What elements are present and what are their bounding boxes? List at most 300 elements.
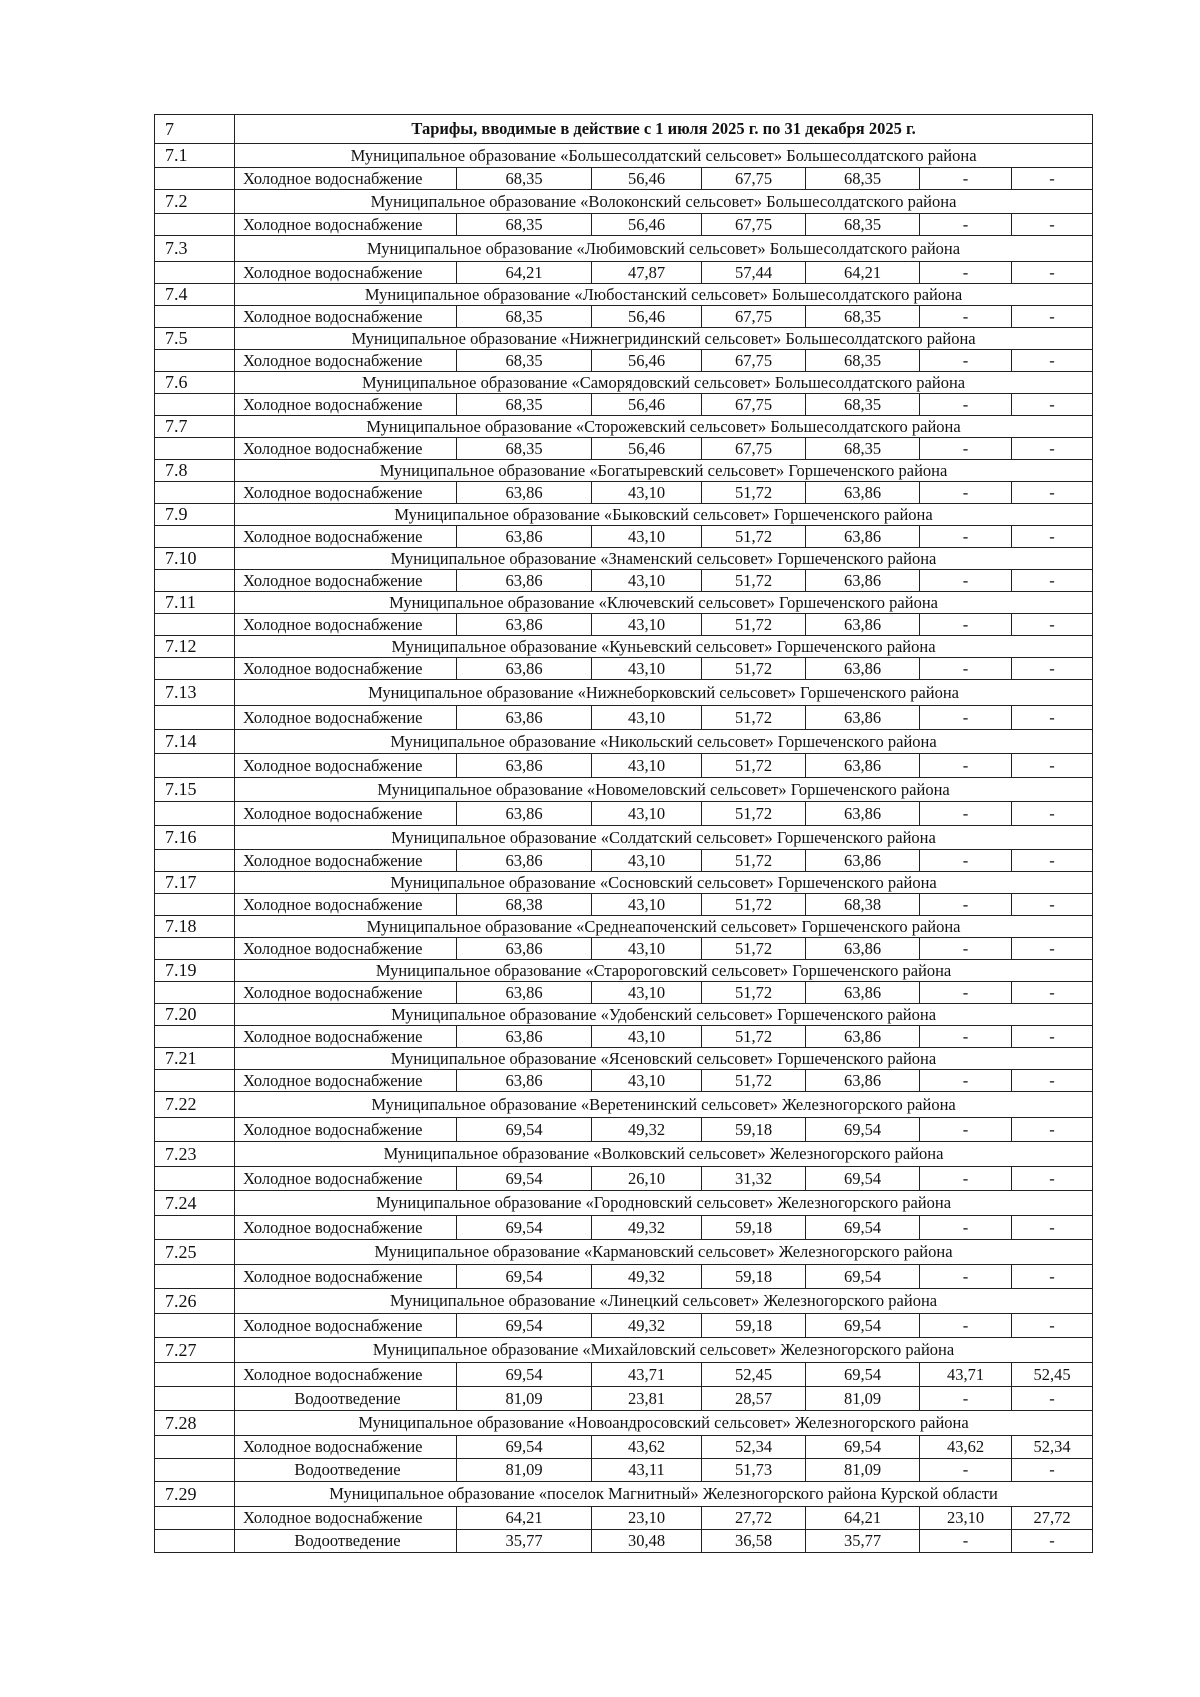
service-name: Холодное водоснабжение bbox=[235, 850, 457, 872]
section-org-row bbox=[155, 190, 1093, 214]
section-org-name: Муниципальное образование «Саморядовский сельсовет» Большесолдатского района bbox=[235, 372, 1093, 394]
service-row bbox=[155, 214, 1093, 236]
tariff-value-5: - bbox=[920, 350, 1012, 372]
section-org-name: Муниципальное образование «Солдатский сельсовет» Горшеченского района bbox=[235, 826, 1093, 850]
section-number: 7.10 bbox=[155, 548, 235, 570]
section-org-name: Муниципальное образование «Сторожевский сельсовет» Большесолдатского района bbox=[235, 416, 1093, 438]
empty-number-cell bbox=[155, 1070, 235, 1092]
tariff-value-1: 69,54 bbox=[457, 1167, 592, 1191]
empty-number-cell bbox=[155, 850, 235, 872]
section-org-row bbox=[155, 1191, 1093, 1216]
service-row bbox=[155, 850, 1093, 872]
section-org-name: Муниципальное образование «Никольский сельсовет» Горшеченского района bbox=[235, 730, 1093, 754]
empty-number-cell bbox=[155, 1118, 235, 1142]
tariff-value-3: 51,72 bbox=[702, 614, 806, 636]
tariff-value-2: 49,32 bbox=[592, 1118, 702, 1142]
service-row bbox=[155, 570, 1093, 592]
tariff-value-2: 43,10 bbox=[592, 850, 702, 872]
tariff-value-5: - bbox=[920, 850, 1012, 872]
service-name: Водоотведение bbox=[235, 1459, 457, 1482]
tariff-value-1: 68,38 bbox=[457, 894, 592, 916]
tariff-value-6: - bbox=[1012, 1459, 1093, 1482]
service-row bbox=[155, 614, 1093, 636]
section-org-name: Муниципальное образование «Веретенинский сельсовет» Железногорского района bbox=[235, 1092, 1093, 1118]
tariff-value-3: 51,72 bbox=[702, 754, 806, 778]
empty-number-cell bbox=[155, 938, 235, 960]
tariff-value-1: 68,35 bbox=[457, 306, 592, 328]
empty-number-cell bbox=[155, 214, 235, 236]
tariff-value-6: - bbox=[1012, 938, 1093, 960]
service-name: Холодное водоснабжение bbox=[235, 614, 457, 636]
tariff-value-4: 63,86 bbox=[806, 526, 920, 548]
section-org-name: Муниципальное образование «Сосновский сельсовет» Горшеченского района bbox=[235, 872, 1093, 894]
tariff-value-1: 68,35 bbox=[457, 214, 592, 236]
tariff-value-6: - bbox=[1012, 438, 1093, 460]
tariff-value-3: 51,72 bbox=[702, 802, 806, 826]
section-org-name: Муниципальное образование «Большесолдатский сельсовет» Большесолдатского района bbox=[235, 144, 1093, 168]
tariff-value-1: 69,54 bbox=[457, 1436, 592, 1459]
section-org-name: Муниципальное образование «Быковский сельсовет» Горшеченского района bbox=[235, 504, 1093, 526]
section-org-row bbox=[155, 680, 1093, 706]
section-org-row bbox=[155, 1004, 1093, 1026]
section-number: 7.9 bbox=[155, 504, 235, 526]
tariff-value-5: - bbox=[920, 526, 1012, 548]
service-name: Холодное водоснабжение bbox=[235, 1363, 457, 1387]
section-number: 7.6 bbox=[155, 372, 235, 394]
empty-number-cell bbox=[155, 1363, 235, 1387]
section-org-row bbox=[155, 416, 1093, 438]
section-org-name: Муниципальное образование «Среднеапоченский сельсовет» Горшеченского района bbox=[235, 916, 1093, 938]
header-number: 7 bbox=[155, 115, 235, 144]
tariff-value-2: 26,10 bbox=[592, 1167, 702, 1191]
service-row bbox=[155, 168, 1093, 190]
service-name: Холодное водоснабжение bbox=[235, 526, 457, 548]
tariff-value-3: 67,75 bbox=[702, 350, 806, 372]
tariff-value-4: 63,86 bbox=[806, 754, 920, 778]
tariff-value-3: 57,44 bbox=[702, 262, 806, 284]
tariff-table bbox=[154, 114, 1093, 1553]
tariff-value-6: - bbox=[1012, 850, 1093, 872]
tariff-value-1: 69,54 bbox=[457, 1265, 592, 1289]
tariff-value-4: 68,35 bbox=[806, 168, 920, 190]
tariff-value-3: 31,32 bbox=[702, 1167, 806, 1191]
tariff-value-5: 43,71 bbox=[920, 1363, 1012, 1387]
tariff-value-2: 43,10 bbox=[592, 982, 702, 1004]
service-row bbox=[155, 1436, 1093, 1459]
tariff-value-6: - bbox=[1012, 1216, 1093, 1240]
section-org-row bbox=[155, 826, 1093, 850]
tariff-value-5: - bbox=[920, 482, 1012, 504]
service-name: Холодное водоснабжение bbox=[235, 1265, 457, 1289]
section-number: 7.24 bbox=[155, 1191, 235, 1216]
tariff-value-1: 63,86 bbox=[457, 1070, 592, 1092]
section-org-row bbox=[155, 144, 1093, 168]
tariff-value-1: 68,35 bbox=[457, 350, 592, 372]
tariff-value-3: 51,72 bbox=[702, 850, 806, 872]
section-org-name: Муниципальное образование «Нижнегридинский сельсовет» Большесолдатского района bbox=[235, 328, 1093, 350]
tariff-table-body bbox=[155, 115, 1093, 1553]
tariff-value-4: 68,35 bbox=[806, 394, 920, 416]
tariff-value-6: - bbox=[1012, 706, 1093, 730]
section-number: 7.8 bbox=[155, 460, 235, 482]
section-org-row bbox=[155, 504, 1093, 526]
tariff-value-2: 23,10 bbox=[592, 1507, 702, 1530]
tariff-value-3: 51,72 bbox=[702, 526, 806, 548]
tariff-value-3: 52,34 bbox=[702, 1436, 806, 1459]
tariff-value-2: 43,10 bbox=[592, 1070, 702, 1092]
tariff-value-6: - bbox=[1012, 1118, 1093, 1142]
service-row bbox=[155, 482, 1093, 504]
tariff-value-6: - bbox=[1012, 1167, 1093, 1191]
section-org-row bbox=[155, 372, 1093, 394]
empty-number-cell bbox=[155, 350, 235, 372]
tariff-value-4: 63,86 bbox=[806, 614, 920, 636]
empty-number-cell bbox=[155, 1387, 235, 1411]
empty-number-cell bbox=[155, 1507, 235, 1530]
tariff-value-3: 51,72 bbox=[702, 1070, 806, 1092]
tariff-value-3: 51,72 bbox=[702, 1026, 806, 1048]
tariff-value-4: 64,21 bbox=[806, 262, 920, 284]
empty-number-cell bbox=[155, 614, 235, 636]
tariff-value-5: - bbox=[920, 1167, 1012, 1191]
tariff-value-6: - bbox=[1012, 306, 1093, 328]
service-row bbox=[155, 706, 1093, 730]
service-row bbox=[155, 1118, 1093, 1142]
section-org-row bbox=[155, 284, 1093, 306]
tariff-value-5: - bbox=[920, 1459, 1012, 1482]
tariff-value-6: - bbox=[1012, 754, 1093, 778]
section-org-row bbox=[155, 1240, 1093, 1265]
tariff-value-5: - bbox=[920, 570, 1012, 592]
tariff-value-2: 43,10 bbox=[592, 706, 702, 730]
tariff-value-6: - bbox=[1012, 1070, 1093, 1092]
section-number: 7.13 bbox=[155, 680, 235, 706]
tariff-value-1: 63,86 bbox=[457, 526, 592, 548]
service-row bbox=[155, 306, 1093, 328]
tariff-value-1: 63,86 bbox=[457, 658, 592, 680]
service-row bbox=[155, 1167, 1093, 1191]
tariff-value-4: 63,86 bbox=[806, 982, 920, 1004]
tariff-value-4: 63,86 bbox=[806, 1026, 920, 1048]
tariff-value-1: 63,86 bbox=[457, 938, 592, 960]
tariff-value-5: - bbox=[920, 1387, 1012, 1411]
tariff-value-4: 69,54 bbox=[806, 1436, 920, 1459]
section-org-row bbox=[155, 636, 1093, 658]
tariff-value-1: 63,86 bbox=[457, 850, 592, 872]
tariff-value-5: - bbox=[920, 754, 1012, 778]
service-row bbox=[155, 658, 1093, 680]
tariff-value-4: 69,54 bbox=[806, 1314, 920, 1338]
empty-number-cell bbox=[155, 658, 235, 680]
tariff-value-2: 43,10 bbox=[592, 658, 702, 680]
empty-number-cell bbox=[155, 982, 235, 1004]
service-name: Холодное водоснабжение bbox=[235, 214, 457, 236]
tariff-value-4: 81,09 bbox=[806, 1387, 920, 1411]
tariff-value-5: - bbox=[920, 1118, 1012, 1142]
tariff-value-6: - bbox=[1012, 168, 1093, 190]
tariff-value-2: 43,10 bbox=[592, 614, 702, 636]
tariff-value-3: 59,18 bbox=[702, 1265, 806, 1289]
section-org-row bbox=[155, 1411, 1093, 1436]
tariff-value-1: 69,54 bbox=[457, 1314, 592, 1338]
tariff-value-4: 63,86 bbox=[806, 706, 920, 730]
tariff-value-2: 23,81 bbox=[592, 1387, 702, 1411]
tariff-value-4: 69,54 bbox=[806, 1216, 920, 1240]
tariff-value-1: 63,86 bbox=[457, 982, 592, 1004]
service-name: Холодное водоснабжение bbox=[235, 438, 457, 460]
empty-number-cell bbox=[155, 894, 235, 916]
section-org-row bbox=[155, 778, 1093, 802]
tariff-value-2: 49,32 bbox=[592, 1314, 702, 1338]
tariff-value-3: 28,57 bbox=[702, 1387, 806, 1411]
section-number: 7.20 bbox=[155, 1004, 235, 1026]
header-row bbox=[155, 115, 1093, 144]
tariff-value-2: 49,32 bbox=[592, 1265, 702, 1289]
section-org-name: Муниципальное образование «Удобенский сельсовет» Горшеченского района bbox=[235, 1004, 1093, 1026]
tariff-value-1: 68,35 bbox=[457, 438, 592, 460]
tariff-value-6: - bbox=[1012, 802, 1093, 826]
service-name: Холодное водоснабжение bbox=[235, 706, 457, 730]
service-name: Холодное водоснабжение bbox=[235, 658, 457, 680]
section-number: 7.18 bbox=[155, 916, 235, 938]
tariff-value-4: 69,54 bbox=[806, 1265, 920, 1289]
section-org-row bbox=[155, 1048, 1093, 1070]
section-org-name: Муниципальное образование «Богатыревский сельсовет» Горшеченского района bbox=[235, 460, 1093, 482]
tariff-value-4: 35,77 bbox=[806, 1530, 920, 1553]
tariff-value-1: 64,21 bbox=[457, 1507, 592, 1530]
tariff-value-3: 52,45 bbox=[702, 1363, 806, 1387]
tariff-value-2: 30,48 bbox=[592, 1530, 702, 1553]
tariff-value-6: - bbox=[1012, 982, 1093, 1004]
tariff-value-5: - bbox=[920, 894, 1012, 916]
section-org-row bbox=[155, 916, 1093, 938]
tariff-value-6: 27,72 bbox=[1012, 1507, 1093, 1530]
section-org-row bbox=[155, 1289, 1093, 1314]
section-org-name: Муниципальное образование «Михайловский сельсовет» Железногорского района bbox=[235, 1338, 1093, 1363]
tariff-value-2: 43,10 bbox=[592, 754, 702, 778]
section-org-row bbox=[155, 328, 1093, 350]
tariff-value-5: 43,62 bbox=[920, 1436, 1012, 1459]
empty-number-cell bbox=[155, 394, 235, 416]
service-row bbox=[155, 262, 1093, 284]
service-name: Холодное водоснабжение bbox=[235, 350, 457, 372]
service-name: Холодное водоснабжение bbox=[235, 982, 457, 1004]
tariff-value-6: - bbox=[1012, 262, 1093, 284]
tariff-value-6: - bbox=[1012, 894, 1093, 916]
section-org-name: Муниципальное образование «Старороговский сельсовет» Горшеченского района bbox=[235, 960, 1093, 982]
tariff-value-3: 51,72 bbox=[702, 570, 806, 592]
tariff-value-6: - bbox=[1012, 1026, 1093, 1048]
service-name: Холодное водоснабжение bbox=[235, 262, 457, 284]
tariff-value-3: 67,75 bbox=[702, 438, 806, 460]
tariff-value-4: 63,86 bbox=[806, 850, 920, 872]
service-name: Холодное водоснабжение bbox=[235, 1507, 457, 1530]
service-name: Холодное водоснабжение bbox=[235, 938, 457, 960]
section-number: 7.12 bbox=[155, 636, 235, 658]
section-number: 7.22 bbox=[155, 1092, 235, 1118]
tariff-value-4: 63,86 bbox=[806, 1070, 920, 1092]
empty-number-cell bbox=[155, 1459, 235, 1482]
tariff-value-6: - bbox=[1012, 1314, 1093, 1338]
tariff-value-4: 69,54 bbox=[806, 1118, 920, 1142]
section-number: 7.14 bbox=[155, 730, 235, 754]
service-name: Холодное водоснабжение bbox=[235, 754, 457, 778]
tariff-value-4: 63,86 bbox=[806, 802, 920, 826]
tariff-value-2: 43,10 bbox=[592, 938, 702, 960]
tariff-value-3: 67,75 bbox=[702, 306, 806, 328]
section-number: 7.7 bbox=[155, 416, 235, 438]
tariff-value-3: 51,72 bbox=[702, 982, 806, 1004]
service-row bbox=[155, 438, 1093, 460]
empty-number-cell bbox=[155, 1167, 235, 1191]
tariff-value-4: 68,35 bbox=[806, 350, 920, 372]
section-org-name: Муниципальное образование «Нижнеборковский сельсовет» Горшеченского района bbox=[235, 680, 1093, 706]
tariff-value-2: 43,11 bbox=[592, 1459, 702, 1482]
tariff-value-4: 69,54 bbox=[806, 1167, 920, 1191]
service-row bbox=[155, 1363, 1093, 1387]
section-number: 7.25 bbox=[155, 1240, 235, 1265]
section-org-row bbox=[155, 1338, 1093, 1363]
service-row bbox=[155, 394, 1093, 416]
tariff-value-2: 43,10 bbox=[592, 570, 702, 592]
section-number: 7.26 bbox=[155, 1289, 235, 1314]
section-number: 7.21 bbox=[155, 1048, 235, 1070]
empty-number-cell bbox=[155, 482, 235, 504]
section-number: 7.17 bbox=[155, 872, 235, 894]
service-name: Холодное водоснабжение bbox=[235, 1314, 457, 1338]
tariff-value-3: 59,18 bbox=[702, 1118, 806, 1142]
tariff-value-5: - bbox=[920, 982, 1012, 1004]
section-org-name: Муниципальное образование «Новоандросовский сельсовет» Железногорского района bbox=[235, 1411, 1093, 1436]
section-org-row bbox=[155, 960, 1093, 982]
service-row bbox=[155, 526, 1093, 548]
section-org-name: Муниципальное образование «Городновский сельсовет» Железногорского района bbox=[235, 1191, 1093, 1216]
section-org-name: Муниципальное образование «Знаменский сельсовет» Горшеченского района bbox=[235, 548, 1093, 570]
tariff-value-2: 43,10 bbox=[592, 1026, 702, 1048]
empty-number-cell bbox=[155, 1026, 235, 1048]
service-row bbox=[155, 1530, 1093, 1553]
service-name: Водоотведение bbox=[235, 1387, 457, 1411]
service-name: Холодное водоснабжение bbox=[235, 394, 457, 416]
section-org-name: Муниципальное образование «Линецкий сельсовет» Железногорского района bbox=[235, 1289, 1093, 1314]
section-org-row bbox=[155, 592, 1093, 614]
tariff-value-1: 63,86 bbox=[457, 1026, 592, 1048]
tariff-value-3: 51,72 bbox=[702, 658, 806, 680]
tariff-value-3: 27,72 bbox=[702, 1507, 806, 1530]
tariff-value-4: 68,35 bbox=[806, 438, 920, 460]
service-row bbox=[155, 1507, 1093, 1530]
section-org-name: Муниципальное образование «Волковский сельсовет» Железногорского района bbox=[235, 1142, 1093, 1167]
service-row bbox=[155, 1459, 1093, 1482]
tariff-value-4: 64,21 bbox=[806, 1507, 920, 1530]
empty-number-cell bbox=[155, 754, 235, 778]
service-name: Холодное водоснабжение bbox=[235, 1070, 457, 1092]
tariff-value-3: 51,73 bbox=[702, 1459, 806, 1482]
empty-number-cell bbox=[155, 1436, 235, 1459]
tariff-value-1: 64,21 bbox=[457, 262, 592, 284]
service-name: Холодное водоснабжение bbox=[235, 570, 457, 592]
tariff-value-4: 68,38 bbox=[806, 894, 920, 916]
service-row bbox=[155, 754, 1093, 778]
tariff-value-1: 69,54 bbox=[457, 1118, 592, 1142]
service-row bbox=[155, 1026, 1093, 1048]
tariff-value-1: 63,86 bbox=[457, 802, 592, 826]
section-org-name: Муниципальное образование «Ключевский сельсовет» Горшеченского района bbox=[235, 592, 1093, 614]
section-number: 7.5 bbox=[155, 328, 235, 350]
service-row bbox=[155, 1070, 1093, 1092]
tariff-value-5: - bbox=[920, 802, 1012, 826]
service-row bbox=[155, 1387, 1093, 1411]
tariff-value-3: 51,72 bbox=[702, 894, 806, 916]
tariff-value-6: - bbox=[1012, 526, 1093, 548]
service-name: Холодное водоснабжение bbox=[235, 802, 457, 826]
tariff-value-5: 23,10 bbox=[920, 1507, 1012, 1530]
tariff-value-6: - bbox=[1012, 350, 1093, 372]
section-number: 7.15 bbox=[155, 778, 235, 802]
tariff-value-3: 59,18 bbox=[702, 1314, 806, 1338]
tariff-value-5: - bbox=[920, 658, 1012, 680]
empty-number-cell bbox=[155, 438, 235, 460]
tariff-value-4: 81,09 bbox=[806, 1459, 920, 1482]
service-name: Холодное водоснабжение bbox=[235, 1026, 457, 1048]
section-number: 7.28 bbox=[155, 1411, 235, 1436]
tariff-value-1: 63,86 bbox=[457, 614, 592, 636]
service-name: Холодное водоснабжение bbox=[235, 894, 457, 916]
section-org-name: Муниципальное образование «Любостанский сельсовет» Большесолдатского района bbox=[235, 284, 1093, 306]
empty-number-cell bbox=[155, 1265, 235, 1289]
tariff-value-4: 63,86 bbox=[806, 570, 920, 592]
tariff-value-2: 49,32 bbox=[592, 1216, 702, 1240]
tariff-value-6: - bbox=[1012, 1387, 1093, 1411]
tariff-value-1: 68,35 bbox=[457, 394, 592, 416]
tariff-value-6: - bbox=[1012, 658, 1093, 680]
service-row bbox=[155, 350, 1093, 372]
tariff-value-2: 56,46 bbox=[592, 168, 702, 190]
tariff-value-5: - bbox=[920, 614, 1012, 636]
service-row bbox=[155, 1265, 1093, 1289]
tariff-value-6: 52,34 bbox=[1012, 1436, 1093, 1459]
tariff-value-1: 68,35 bbox=[457, 168, 592, 190]
service-row bbox=[155, 1216, 1093, 1240]
section-org-name: Муниципальное образование «Любимовский сельсовет» Большесолдатского района bbox=[235, 236, 1093, 262]
tariff-value-6: 52,45 bbox=[1012, 1363, 1093, 1387]
tariff-value-5: - bbox=[920, 214, 1012, 236]
tariff-value-2: 43,71 bbox=[592, 1363, 702, 1387]
section-org-row bbox=[155, 548, 1093, 570]
empty-number-cell bbox=[155, 262, 235, 284]
tariff-value-2: 43,10 bbox=[592, 526, 702, 548]
tariff-value-3: 51,72 bbox=[702, 938, 806, 960]
tariff-value-4: 63,86 bbox=[806, 938, 920, 960]
tariff-value-5: - bbox=[920, 1265, 1012, 1289]
service-name: Холодное водоснабжение bbox=[235, 168, 457, 190]
tariff-value-2: 43,10 bbox=[592, 482, 702, 504]
tariff-value-1: 69,54 bbox=[457, 1363, 592, 1387]
tariff-value-4: 63,86 bbox=[806, 658, 920, 680]
tariff-value-2: 56,46 bbox=[592, 350, 702, 372]
tariff-value-5: - bbox=[920, 706, 1012, 730]
tariff-value-3: 36,58 bbox=[702, 1530, 806, 1553]
tariff-value-5: - bbox=[920, 306, 1012, 328]
tariff-value-2: 47,87 bbox=[592, 262, 702, 284]
section-number: 7.3 bbox=[155, 236, 235, 262]
tariff-value-4: 68,35 bbox=[806, 214, 920, 236]
service-name: Водоотведение bbox=[235, 1530, 457, 1553]
tariff-value-4: 63,86 bbox=[806, 482, 920, 504]
empty-number-cell bbox=[155, 526, 235, 548]
service-row bbox=[155, 1314, 1093, 1338]
tariff-value-6: - bbox=[1012, 614, 1093, 636]
